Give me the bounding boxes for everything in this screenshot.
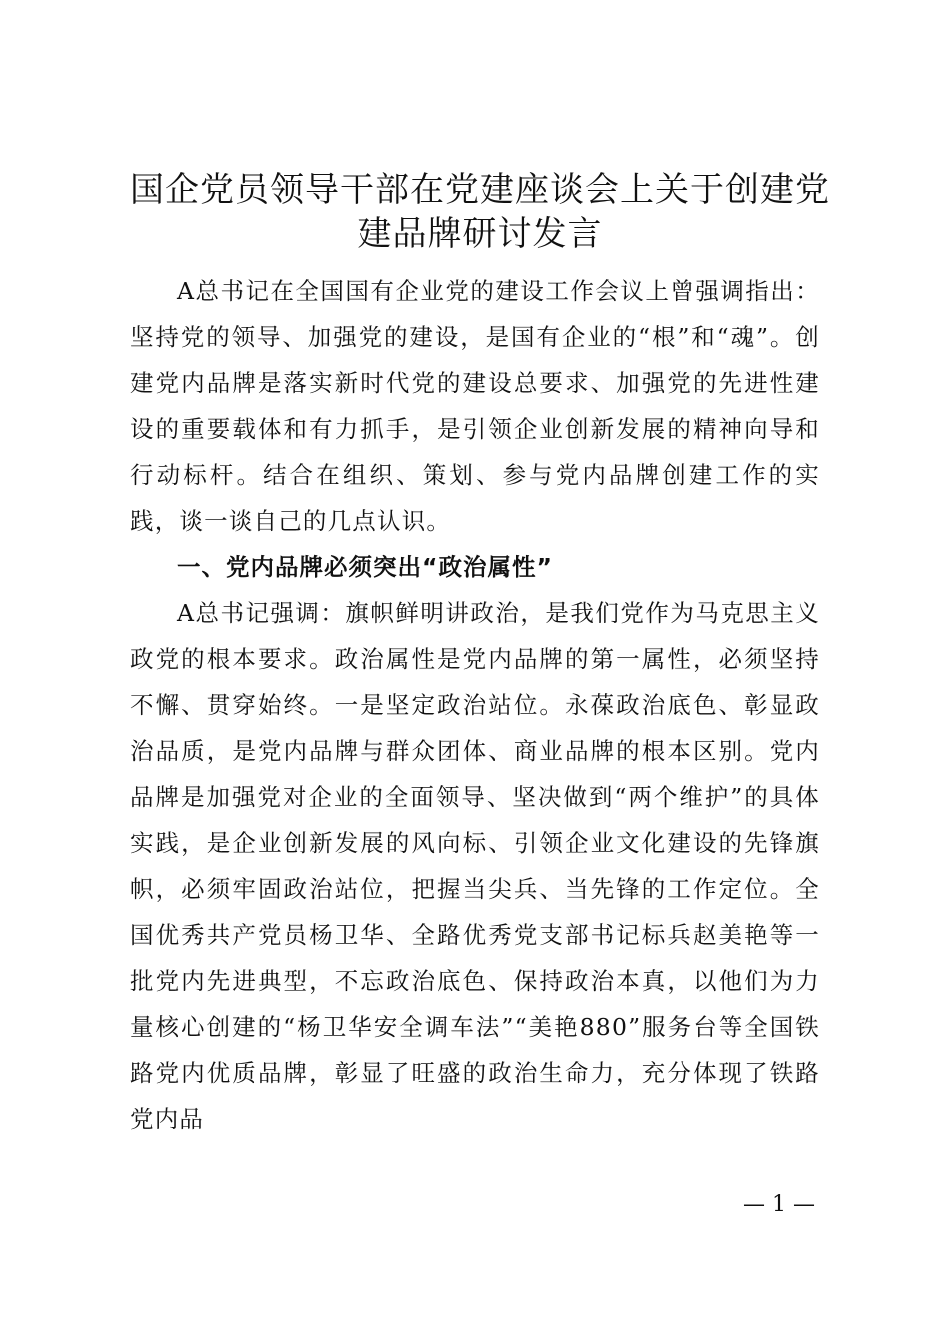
document-body (130, 268, 820, 1142)
title-line-1: 国企党员领导干部在党建座谈会上关于创建党 (130, 170, 830, 210)
section-heading-1: 一、党内品牌必须突出“政治属性” (177, 553, 553, 581)
page-number: — 1 — (743, 1192, 815, 1217)
section-1-paragraph: A总书记强调：旗帜鲜明讲政治，是我们党作为马克思主义政党的根本要求。政治属性是党内品牌的第一属性，必须坚持不懈、贯穿始终。一是坚定政治站位。永葆政治底色、彰显政治品质，是党内品牌与群众团体、商业品牌的根本区别。党内品牌是加强党对企业的全面领导、坚决做到“两个维护”的具体实践，是企业创新发展的风向标、引领企业文化建设的先锋旗帜，必须牢固政治站位，把握当尖兵、当先锋的工作定位。全国优秀共产党员杨卫华、全路优秀党支部书记标兵赵美艳等一批党内先进典型，不忘政治底色、保持政治本真，以他们为力量核心创建的“杨卫华安全调车法”“美艳880”服务台等全国铁路党内优质品牌，彰显了旺盛的政治生命力，充分体现了铁路党内品 (130, 599, 820, 1133)
intro-paragraph: A总书记在全国国有企业党的建设工作会议上曾强调指出：坚持党的领导、加强党的建设，是国有企业的“根”和“魂”。创建党内品牌是落实新时代党的建设总要求、加强党的先进性建设的重要载体和有力抓手，是引领企业创新发展的精神向导和行动标杆。结合在组织、策划、参与党内品牌创建工作的实践，谈一谈自己的几点认识。 (130, 277, 820, 535)
title-line-2: 建品牌研讨发言 (357, 214, 603, 254)
document-title (120, 168, 840, 256)
